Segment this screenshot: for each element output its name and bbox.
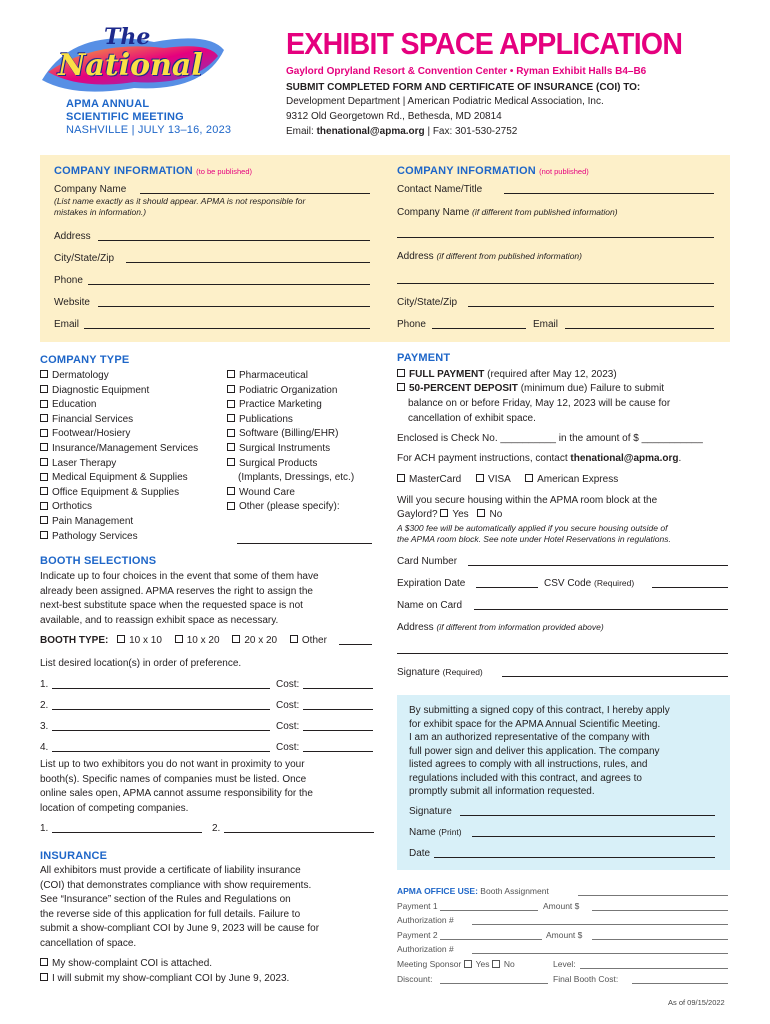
payment1-label: Payment 1 — [397, 901, 438, 911]
cost-label: Cost: — [276, 700, 300, 711]
level-label: Level: — [553, 959, 576, 969]
insurance-instruction-line: (COI) that demonstrates compliance with show requirements. — [40, 879, 312, 891]
checkbox[interactable] — [227, 400, 235, 408]
checkbox[interactable] — [40, 400, 48, 408]
checkbox[interactable] — [40, 531, 48, 539]
company-type-option[interactable] — [227, 486, 354, 501]
agreement-text — [409, 704, 729, 799]
other-specify-field[interactable] — [237, 543, 372, 544]
email-label: Email — [54, 319, 80, 330]
company-type-option[interactable] — [227, 398, 354, 413]
meeting-name-line2: SCIENTIFIC MEETING — [66, 111, 184, 123]
email-label: Email: — [286, 126, 317, 137]
logo-national: National — [58, 48, 203, 83]
meeting-name-line1: APMA ANNUAL — [66, 98, 150, 110]
checkbox[interactable] — [40, 370, 48, 378]
contact-email[interactable]: thenational@apma.org — [316, 126, 425, 137]
csv-label: CSV Code (Required) — [544, 578, 635, 589]
contact-name-field[interactable] — [504, 193, 714, 194]
company-name-field[interactable] — [140, 193, 370, 194]
the-national-logo — [34, 22, 234, 100]
amount1-label: Amount $ — [543, 901, 580, 911]
company-type-option[interactable] — [227, 457, 354, 472]
phone-alt-label: Phone — [397, 319, 426, 330]
cost-label: Cost: — [276, 742, 300, 753]
email-alt-label: Email — [533, 319, 559, 330]
booth-instructions — [40, 570, 380, 628]
checkbox[interactable] — [227, 443, 235, 451]
booth-other-option[interactable]: Other — [290, 635, 327, 646]
address-label: Address — [54, 231, 91, 242]
checkbox[interactable] — [40, 502, 48, 510]
agreement-line: listed agrees to comply with all instructions, rules, and — [409, 759, 648, 770]
insurance-heading: INSURANCE — [40, 850, 108, 862]
address-field[interactable] — [98, 240, 370, 241]
option-label: Practice Marketing — [239, 399, 322, 411]
auth1-label: Authorization # — [397, 915, 454, 925]
preference-number: 2. — [40, 700, 49, 711]
company-info-panel — [40, 155, 730, 342]
preference-number: 1. — [40, 679, 49, 690]
booth-other-field[interactable] — [339, 644, 372, 645]
city-alt-field[interactable] — [468, 306, 714, 307]
discount-field[interactable] — [440, 983, 548, 984]
company-type-option[interactable] — [40, 530, 198, 545]
agreement-name-label: Name (Print) — [409, 827, 462, 838]
city-label: City/State/Zip — [54, 253, 115, 264]
email-field[interactable] — [84, 328, 370, 329]
booth-type-label: BOOTH TYPE: — [40, 635, 109, 646]
auth2-label: Authorization # — [397, 944, 454, 954]
booth-preference-row — [40, 699, 380, 720]
option-label: Surgical Instruments — [239, 442, 331, 454]
insurance-instruction-line: All exhibitors must provide a certificate of liability insurance — [40, 865, 301, 876]
option-label: Footwear/Hosiery — [52, 428, 131, 440]
company-type-option[interactable] — [40, 515, 198, 530]
company-name-note-1: (List name exactly as it should appear. APMA is not responsible for — [54, 196, 306, 206]
checkbox[interactable] — [40, 414, 48, 422]
option-label: Pharmaceutical — [239, 370, 308, 381]
option-label: Financial Services — [52, 413, 134, 425]
company-name-alt-field[interactable] — [397, 237, 714, 238]
company-type-option[interactable] — [40, 413, 198, 428]
insurance-instruction-line: the reverse side of this application for full details. Failure to — [40, 908, 301, 920]
booth-preference-row — [40, 678, 380, 699]
checkbox[interactable] — [40, 443, 48, 451]
checkbox[interactable] — [40, 487, 48, 495]
preference-location-field[interactable] — [52, 751, 270, 752]
payment-signature-label: Signature (Required) — [397, 667, 483, 678]
deposit-note-3: cancellation of exhibit space. — [408, 413, 536, 424]
company-type-option[interactable] — [40, 427, 198, 442]
city-alt-label: City/State/Zip — [397, 297, 458, 308]
company-type-option[interactable] — [40, 398, 198, 413]
booth-instruction-line: already been assigned. APMA reserves the right to assign the — [40, 585, 313, 597]
check-row[interactable]: Enclosed is Check No. __________ in the amount of $ ___________ — [397, 433, 703, 444]
sponsor-row: Meeting Sponsor Yes No — [397, 959, 515, 969]
name-on-card-label: Name on Card — [397, 600, 463, 611]
booth-instruction-line: available, and to reassign exhibit space as necessary. — [40, 614, 279, 626]
final-cost-field[interactable] — [632, 983, 728, 984]
csv-field[interactable] — [652, 587, 728, 588]
option-label: Orthotics — [52, 501, 93, 513]
payment2-field[interactable] — [440, 939, 542, 940]
company-type-option[interactable] — [40, 384, 198, 399]
proximity-instruction-line: location of competing companies. — [40, 802, 189, 814]
company-type-option[interactable] — [40, 442, 198, 457]
company-type-option[interactable] — [227, 369, 354, 384]
company-type-option[interactable] — [40, 500, 198, 515]
company-type-option[interactable] — [227, 427, 354, 442]
booth-instruction-line: next-best substitute space when the requested space is not — [40, 600, 303, 611]
billing-address-label: Address (if different from information provided above) — [397, 622, 604, 633]
proximity-1-label: 1. — [40, 823, 49, 834]
amount2-field[interactable] — [592, 939, 728, 940]
cost-label: Cost: — [276, 679, 300, 690]
payment-signature-field[interactable] — [502, 676, 728, 677]
amount2-label: Amount $ — [546, 930, 583, 940]
agreement-line: for exhibit space for the APMA Annual Scientific Meeting. — [409, 718, 661, 730]
preference-cost-field[interactable] — [303, 730, 373, 731]
booth-10x10-option[interactable]: 10 x 10 — [117, 635, 162, 646]
fax-number: | Fax: 301-530-2752 — [424, 126, 518, 137]
level-field[interactable] — [580, 968, 728, 969]
billing-address-field[interactable] — [397, 653, 728, 654]
agreement-line: regulations included with this contract, and agrees to — [409, 772, 642, 784]
amount1-field[interactable] — [592, 910, 728, 911]
auth2-field[interactable] — [472, 953, 728, 954]
checkbox[interactable] — [227, 370, 235, 378]
company-name-label: Company Name — [54, 184, 127, 195]
card-number-label: Card Number — [397, 556, 458, 567]
phone-field[interactable] — [88, 284, 370, 285]
ach-instructions: For ACH payment instructions, contact thenational@apma.org. — [397, 453, 682, 464]
ach-email[interactable]: thenational@apma.org — [570, 453, 679, 464]
contact-line — [286, 126, 517, 137]
checkbox[interactable] — [227, 429, 235, 437]
proximity-instruction-line: online sales open, APMA cannot assume responsibility for the — [40, 788, 313, 799]
company-name-note-2: mistakes in information.) — [54, 207, 147, 217]
agreement-name-field[interactable] — [472, 836, 715, 837]
contact-name-label: Contact Name/Title — [397, 184, 483, 195]
insurance-instruction-line: See “Insurance” section of the Rules and Regulations on — [40, 894, 291, 905]
company-type-option[interactable] — [227, 500, 354, 515]
mastercard-option[interactable]: MasterCard — [397, 474, 461, 485]
website-field[interactable] — [98, 306, 370, 307]
payment-heading: PAYMENT — [397, 352, 451, 364]
booth-assignment-field[interactable] — [578, 895, 728, 896]
address-line-1: Development Department | American Podiatric Medical Association, Inc. — [286, 96, 604, 107]
proximity-instruction-line: List up to two exhibitors you do not want in proximity to your — [40, 759, 305, 770]
revision-date: As of 09/15/2022 — [668, 998, 725, 1007]
proximity-instruction-line: booth(s). Specific names of companies must be listed. Once — [40, 773, 307, 785]
housing-question-1: Will you secure housing within the APMA room block at the — [397, 495, 658, 506]
checkbox[interactable] — [227, 487, 235, 495]
checkbox[interactable] — [227, 502, 235, 510]
venue-line: Gaylord Opryland Resort & Convention Center • Ryman Exhibit Halls B4–B6 — [286, 66, 647, 77]
auth1-field[interactable] — [472, 924, 728, 925]
published-note: (to be published) — [196, 167, 252, 176]
expiration-field[interactable] — [476, 587, 538, 588]
email-alt-field[interactable] — [565, 328, 714, 329]
housing-fee-note-2: the APMA room block. See note under Hotel Reservations in regulations. — [397, 534, 671, 544]
cost-label: Cost: — [276, 721, 300, 732]
agreement-line: promptly submit all information requested. — [409, 786, 595, 797]
company-type-column-2 — [227, 369, 354, 515]
preference-location-field[interactable] — [52, 730, 270, 731]
booth-location-list — [40, 678, 380, 762]
insurance-instruction-line: cancellation of space. — [40, 937, 137, 949]
agreement-line: By submitting a signed copy of this contract, I hereby apply — [409, 705, 670, 716]
booth-instruction-line: Indicate up to four choices in the event that some of them have — [40, 571, 319, 582]
agreement-date-field[interactable] — [434, 857, 715, 858]
meeting-location-date: NASHVILLE | JULY 13–16, 2023 — [66, 124, 232, 136]
agreement-line: full power sign and deliver this application. The company — [409, 745, 660, 757]
agreement-line: I am an authorized representative of the company with — [409, 732, 650, 743]
submit-instructions: SUBMIT COMPLETED FORM AND CERTIFICATE OF INSURANCE (COI) TO: — [286, 82, 641, 93]
proximity-2-field[interactable] — [224, 832, 374, 833]
expiration-label: Expiration Date — [397, 578, 466, 589]
booth-10x20-option[interactable]: 10 x 20 — [175, 635, 220, 646]
payment2-label: Payment 2 — [397, 930, 438, 940]
full-payment-option[interactable]: FULL PAYMENT (required after May 12, 2023) — [397, 368, 617, 381]
company-type-option[interactable] — [40, 369, 198, 384]
preference-number: 4. — [40, 742, 49, 753]
housing-question-2: Gaylord? Yes No — [397, 509, 503, 520]
office-use-heading: APMA OFFICE USE: Booth Assignment — [397, 886, 549, 896]
deposit-note-2: balance on or before Friday, May 12, 2023 will be cause for — [408, 398, 671, 409]
company-type-option[interactable] — [227, 413, 354, 428]
housing-yes-option[interactable]: Yes — [440, 509, 468, 520]
company-type-option[interactable] — [40, 486, 198, 501]
visa-option[interactable]: VISA — [476, 474, 510, 485]
agreement-signature-field[interactable] — [460, 815, 715, 816]
proximity-2-label: 2. — [212, 823, 221, 834]
option-label: Pathology Services — [52, 530, 138, 542]
option-label: Education — [52, 399, 97, 411]
address-line-2: 9312 Old Georgetown Rd., Bethesda, MD 20814 — [286, 111, 502, 122]
page-title: EXHIBIT SPACE APPLICATION — [286, 26, 683, 61]
company-info-published-heading: COMPANY INFORMATION (to be published) — [54, 165, 252, 177]
sponsor-yes-option[interactable]: Yes — [464, 959, 490, 969]
checkbox[interactable] — [227, 458, 235, 466]
logo-the: The — [104, 24, 151, 50]
unpublished-note: (not published) — [539, 167, 589, 176]
insurance-instruction-line: submit a show-compliant COI by June 9, 2023 will be cause for — [40, 923, 320, 934]
company-type-heading: COMPANY TYPE — [40, 354, 130, 366]
checkbox[interactable] — [40, 458, 48, 466]
housing-fee-note-1: A $300 fee will be automatically applied if you secure housing outside of — [397, 523, 668, 533]
proximity-instructions — [40, 758, 380, 816]
company-type-option[interactable] — [227, 384, 354, 399]
option-label: Dermatology — [52, 370, 109, 381]
option-label: Publications — [239, 413, 293, 425]
agreement-signature-label: Signature — [409, 806, 452, 817]
option-label: Pain Management — [52, 515, 134, 527]
company-type-option[interactable] — [40, 471, 198, 486]
surgical-products-subnote: (Implants, Dressings, etc.) — [238, 472, 355, 484]
option-label: Podiatric Organization — [239, 384, 338, 396]
agreement-date-label: Date — [409, 848, 431, 859]
discount-label: Discount: — [397, 974, 433, 984]
option-label: Other (please specify): — [239, 501, 340, 513]
website-label: Website — [54, 297, 90, 308]
final-cost-label: Final Booth Cost: — [553, 974, 619, 984]
preference-cost-field[interactable] — [303, 709, 373, 710]
amex-option[interactable]: American Express — [525, 474, 618, 485]
company-type-option[interactable] — [227, 442, 354, 457]
company-info-unpublished-heading: COMPANY INFORMATION (not published) — [397, 165, 589, 177]
address-alt-label: Address (if different from published information) — [397, 251, 582, 262]
checkbox[interactable] — [40, 473, 48, 481]
phone-alt-field[interactable] — [432, 328, 526, 329]
preference-location-field[interactable] — [52, 709, 270, 710]
card-type-row — [397, 473, 618, 486]
coi-attached-option[interactable]: My show-complaint COI is attached. — [40, 957, 212, 970]
option-label: Diagnostic Equipment — [52, 384, 150, 396]
company-type-column-1 — [40, 369, 198, 544]
option-label: Software (Billing/EHR) — [239, 428, 339, 440]
option-label: Wound Care — [239, 486, 295, 498]
preference-location-field[interactable] — [52, 688, 270, 689]
sponsor-no-option[interactable]: No — [492, 959, 515, 969]
checkbox[interactable] — [40, 385, 48, 393]
company-type-option[interactable] — [40, 457, 198, 472]
checkbox[interactable] — [40, 516, 48, 524]
deposit-option[interactable]: 50-PERCENT DEPOSIT (minimum due) Failure to submit — [397, 382, 664, 395]
payment1-field[interactable] — [440, 910, 538, 911]
checkbox[interactable] — [227, 414, 235, 422]
option-label: Laser Therapy — [52, 457, 117, 469]
housing-no-option[interactable]: No — [477, 509, 502, 520]
company-name-alt-label: Company Name (if different from published information) — [397, 207, 618, 218]
card-number-field[interactable] — [468, 565, 728, 566]
preference-cost-field[interactable] — [303, 751, 373, 752]
phone-label: Phone — [54, 275, 83, 286]
location-instructions: List desired location(s) in order of preference. — [40, 658, 242, 669]
option-label: Office Equipment & Supplies — [52, 486, 180, 498]
name-on-card-field[interactable] — [474, 609, 728, 610]
proximity-1-field[interactable] — [52, 832, 202, 833]
checkbox[interactable] — [227, 385, 235, 393]
option-label: Surgical Products — [239, 457, 318, 469]
insurance-instructions — [40, 864, 380, 951]
option-label: Insurance/Management Services — [52, 442, 199, 454]
city-field[interactable] — [126, 262, 370, 263]
checkbox[interactable] — [40, 429, 48, 437]
booth-20x20-option[interactable]: 20 x 20 — [232, 635, 277, 646]
preference-number: 3. — [40, 721, 49, 732]
booth-selections-heading: BOOTH SELECTIONS — [40, 555, 157, 567]
booth-preference-row — [40, 720, 380, 741]
preference-cost-field[interactable] — [303, 688, 373, 689]
option-label: Medical Equipment & Supplies — [52, 472, 188, 484]
coi-later-option[interactable]: I will submit my show-compliant COI by June 9, 2023. — [40, 972, 289, 985]
address-alt-field[interactable] — [397, 283, 714, 284]
booth-type-row — [40, 634, 327, 647]
